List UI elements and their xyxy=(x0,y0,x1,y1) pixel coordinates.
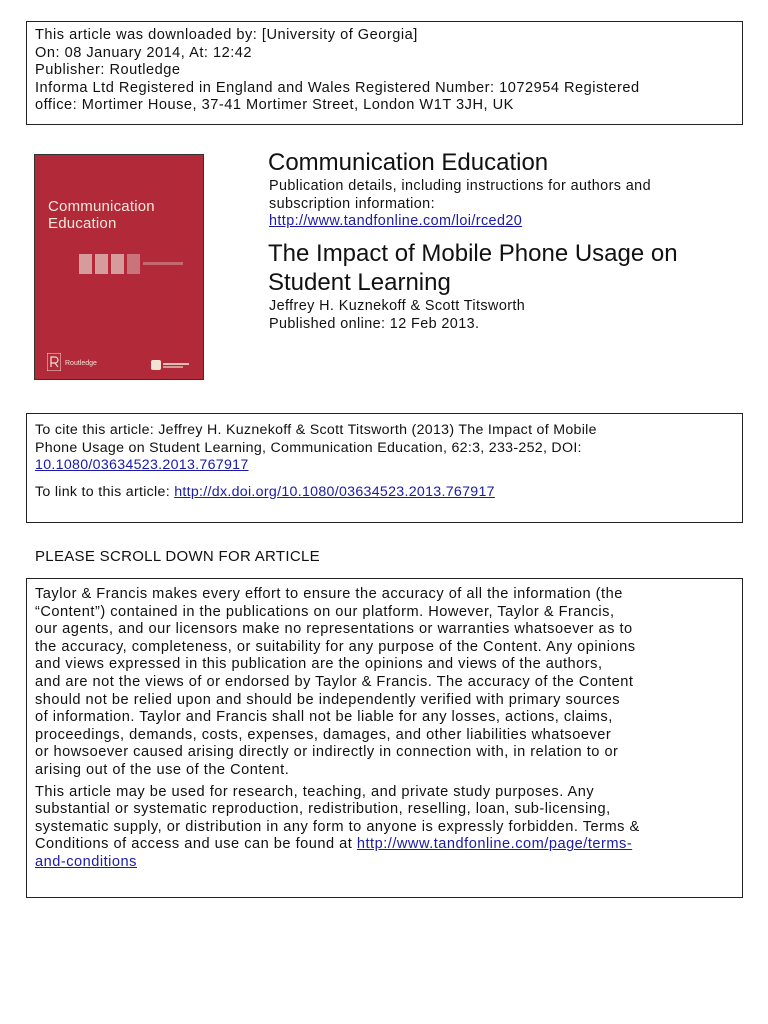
download-line: On: 08 January 2014, At: 12:42 xyxy=(35,44,253,61)
disclaimer-line: Taylor & Francis makes every effort to ensure the accuracy of all the information (the xyxy=(35,586,623,602)
scroll-down-note: PLEASE SCROLL DOWN FOR ARTICLE xyxy=(35,548,320,565)
article-title-line: Student Learning xyxy=(268,268,451,296)
cover-publisher-mark: Routledge xyxy=(65,360,97,367)
article-title xyxy=(268,240,738,297)
article-title-line: The Impact of Mobile Phone Usage on xyxy=(268,240,678,267)
disclaimer-line: arising out of the use of the Content. xyxy=(35,761,290,778)
citation-box xyxy=(26,413,743,523)
journal-details xyxy=(269,178,651,231)
cover-title-line: Communication xyxy=(48,198,155,215)
download-line: Publisher: Routledge xyxy=(35,62,181,79)
usage-terms-line: This article may be used for research, teaching, and private study purposes. Any xyxy=(35,783,595,800)
journal-details-line: subscription information: xyxy=(269,195,435,212)
article-doi-url-link[interactable]: http://dx.doi.org/10.1080/03634523.2013.767917 xyxy=(174,483,495,500)
download-line: office: Mortimer House, 37-41 Mortimer Street, London W1T 3JH, UK xyxy=(35,97,514,114)
terms-conditions-link-continued[interactable]: and-conditions xyxy=(35,853,137,870)
article-published-date: Published online: 12 Feb 2013. xyxy=(269,315,480,332)
disclaimer-line: should not be relied upon and should be independently verified with primary sources xyxy=(35,691,621,708)
article-link-row xyxy=(35,484,734,502)
article-link-label: To link to this article: xyxy=(35,483,175,500)
article-meta xyxy=(269,298,525,333)
journal-details-line: Publication details, including instructions for authors and xyxy=(269,178,651,194)
disclaimer-line: or howsoever caused arising directly or indirectly in connection with, in relation to or xyxy=(35,744,619,761)
disclaimer-line: and are not the views of or endorsed by Taylor & Francis. The accuracy of the Content xyxy=(35,673,634,690)
disclaimer-line: of information. Taylor and Francis shall not be liable for any losses, actions, claims, xyxy=(35,709,613,726)
usage-terms-prefix: Conditions of access and use can be found at xyxy=(35,836,357,853)
download-line: This article was downloaded by: [University of Georgia] xyxy=(35,27,418,43)
article-authors: Jeffrey H. Kuznekoff & Scott Titsworth xyxy=(269,298,526,314)
download-line: Informa Ltd Registered in England and Wales Registered Number: 1072954 Registered xyxy=(35,79,640,96)
cover-title-line: Education xyxy=(48,215,117,232)
disclaimer-line: the accuracy, completeness, or suitability for any purpose of the Content. Any opinions xyxy=(35,638,636,655)
disclaimer-line: proceedings, demands, costs, expenses, damages, and other liabilities whatsoever xyxy=(35,726,612,743)
citation-doi-link[interactable]: 10.1080/03634523.2013.767917 xyxy=(35,457,249,473)
journal-url-link[interactable]: http://www.tandfonline.com/loi/rced20 xyxy=(269,213,523,229)
disclaimer-line: and views expressed in this publication are the opinions and views of the authors, xyxy=(35,656,603,673)
terms-conditions-link[interactable]: http://www.tandfonline.com/page/terms- xyxy=(356,836,633,853)
usage-terms-line: substantial or systematic reproduction, redistribution, reselling, loan, sub-licensing, xyxy=(35,801,611,818)
usage-terms-line: systematic supply, or distribution in any form to anyone is expressly forbidden. Terms & xyxy=(35,818,640,835)
disclaimer-box xyxy=(26,578,743,898)
disclaimer-line: our agents, and our licensors make no representations or warranties whatsoever as to xyxy=(35,621,633,638)
cover-decoration xyxy=(79,254,189,274)
citation-line: To cite this article: Jeffrey H. Kuznekoff & Scott Titsworth (2013) The Impact of Mobile xyxy=(35,422,597,438)
disclaimer-line: “Content”) contained in the publications on our platform. However, Taylor & Francis, xyxy=(35,603,615,620)
journal-cover-image xyxy=(34,154,204,380)
citation-line: Phone Usage on Student Learning, Communication Education, 62:3, 233-252, DOI: xyxy=(35,439,582,456)
cover-title xyxy=(48,198,155,232)
society-logo-icon xyxy=(151,359,191,371)
journal-title: Communication Education xyxy=(268,149,549,176)
routledge-logo-icon xyxy=(47,353,61,371)
download-notice-box xyxy=(26,21,743,125)
usage-terms-line xyxy=(35,836,734,854)
